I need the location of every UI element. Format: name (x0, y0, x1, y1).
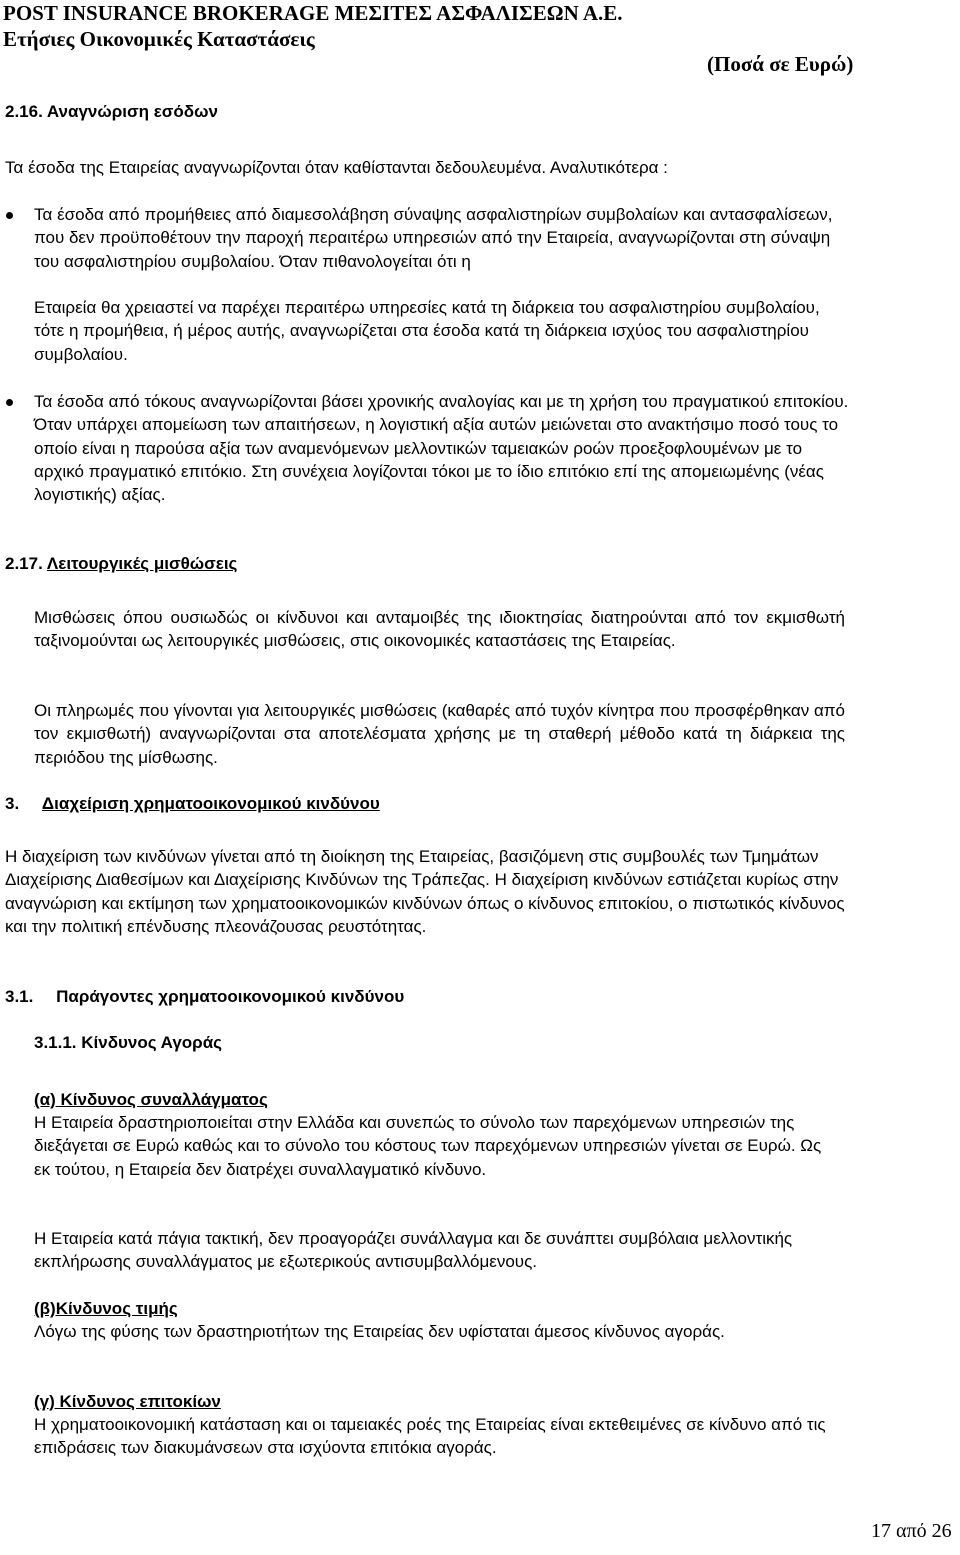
section-2-16-intro: Τα έσοδα της Εταιρείας αναγνωρίζονται όταν καθίστανται δεδουλευμένα. Αναλυτικότερα : (5, 158, 668, 177)
section-2-17-title: Λειτουργικές μισθώσεις (46, 554, 238, 573)
section-3-number: 3. (5, 794, 20, 813)
section-2-16-heading: 2.16. Αναγνώριση εσόδων (5, 102, 218, 121)
operating-leases-paragraph-2: Οι πληρωμές που γίνονται για λειτουργικές μισθώσεις (καθαρές από τυχόν κίνητρα που προσφέρθηκαν από τον εκμισθωτή) αναγνωρίζονται στα αποτελέσματα χρήσης με τη σταθερή μέθοδο κατά τη διάρκεια της περιόδου της μίσθωσης. (34, 701, 845, 767)
section-3-1-title: Παράγοντες χρηματοοικονομικού κινδύνου (56, 987, 405, 1006)
document-subtitle: Ετήσιες Οικονομικές Καταστάσεις (3, 27, 315, 51)
interest-rate-risk-paragraph: Η χρηματοοικονομική κατάσταση και οι ταμειακές ροές της Εταιρείας είναι εκτεθειμένες σε κίνδυνο από τις επιδράσεις των διακυμάνσεων στα ισχύοντα επιτόκια αγοράς. (34, 1415, 826, 1458)
operating-leases-paragraph-1: Μισθώσεις όπου ουσιωδώς οι κίνδυνοι και ανταμοιβές της ιδιοκτησίας διατηρούνται από τον εκμισθωτή ταξινομούνται ως λειτουργικές μισθώσεις, στις οικονομικές καταστάσεις της Εταιρείας. (34, 608, 845, 651)
bullet-icon (6, 399, 13, 406)
currency-risk-title: (α) Κίνδυνος συναλλάγματος (34, 1090, 268, 1109)
company-name: POST INSURANCE BROKERAGE ΜΕΣΙΤΕΣ ΑΣΦΑΛΙΣΕΩΝ Α.Ε. (3, 1, 623, 25)
section-3-1-heading (5, 985, 404, 1008)
currency-risk-paragraph-2: Η Εταιρεία κατά πάγια τακτική, δεν προαγοράζει συνάλλαγμα και δε συνάπτει συμβόλαια μελλοντικής εκπλήρωσης συναλλάγματος με εξωτερικούς αντισυμβαλλόμενους. (34, 1229, 793, 1272)
section-3-1-1-heading: 3.1.1. Κίνδυνος Αγοράς (34, 1033, 222, 1052)
risk-management-paragraph: Η διαχείριση των κινδύνων γίνεται από τη διοίκηση της Εταιρείας, βασιζόμενη στις συμβουλές των Τμημάτων Διαχείρισης Διαθεσίμων και Διαχείρισης Κινδύνων της Τράπεζας. Η διαχείριση κινδύνων εστιάζεται κυρίως στην αναγνώριση και εκτίμηση των χρηματοοικονομικών κινδύνων όπως ο κίνδυνος επιτοκίου, ο πιστωτικός κίνδυνος και την πολιτική επένδυσης πλεονάζουσας ρευστότητας. (5, 847, 845, 936)
page-number: 17 από 26 (871, 1520, 952, 1542)
revenue-commission-paragraph-cont: Εταιρεία θα χρειαστεί να παρέχει περαιτέρω υπηρεσίες κατά τη διάρκεια του ασφαλιστηρίου συμβολαίου, τότε η προμήθεια, ή μέρος αυτής, αναγνωρίζεται στα έσοδα κατά τη διάρκεια ισχύος του ασφαλιστηρίου συμβολαίου. (34, 298, 820, 364)
interest-rate-risk-title: (γ) Κίνδυνος επιτοκίων (34, 1392, 221, 1411)
bullet-icon (6, 212, 13, 219)
section-3-heading (5, 792, 380, 815)
price-risk-title: (β)Κίνδυνος τιμής (34, 1299, 178, 1318)
revenue-interest-paragraph: Τα έσοδα από τόκους αναγνωρίζονται βάσει χρονικής αναλογίας και με τη χρήση του πραγματικού επιτοκίου. Όταν υπάρχει απομείωση των απαιτήσεων, η λογιστική αξία αυτών μειώνεται στο ανακτήσιμο ποσό τους το οποίο είναι η παρούσα αξία των αναμενόμενων μελλοντικών ταμειακών ροών προεξοφλουμένων με το αρχικό πραγματικό επιτόκιο. Στη συνέχεια λογίζονται τόκοι με το ίδιο επιτόκιο επί της απομειωμένης (νέας λογιστικής) αξίας. (34, 392, 849, 505)
section-3-title: Διαχείριση χρηματοοικονομικού κινδύνου (41, 794, 380, 813)
revenue-commission-paragraph: Τα έσοδα από προμήθειες από διαμεσολάβηση σύναψης ασφαλιστηρίων συμβολαίων και αντασφαλίσεων, που δεν προϋποθέτουν την παροχή περαιτέρω υπηρεσιών από την Εταιρεία, αναγνωρίζονται στη σύναψη του ασφαλιστηρίου συμβολαίου. Όταν πιθανολογείται ότι η (34, 205, 833, 271)
section-2-17-heading (5, 552, 237, 575)
price-risk-paragraph: Λόγω της φύσης των δραστηριοτήτων της Εταιρείας δεν υφίσταται άμεσος κίνδυνος αγοράς. (34, 1322, 725, 1341)
currency-note: (Ποσά σε Ευρώ) (707, 52, 854, 76)
section-3-1-number: 3.1. (5, 987, 34, 1006)
currency-risk-paragraph-1: Η Εταιρεία δραστηριοποιείται στην Ελλάδα και συνεπώς το σύνολο των παρεχόμενων υπηρεσιών της διεξάγεται σε Ευρώ καθώς και το σύνολο του κόστους των παρεχόμενων υπηρεσιών γίνεται σε Ευρώ. Ως εκ τούτου, η Εταιρεία δεν διατρέχει συναλλαγματικό κίνδυνο. (34, 1113, 822, 1179)
section-2-17-number: 2.17. (5, 554, 43, 573)
